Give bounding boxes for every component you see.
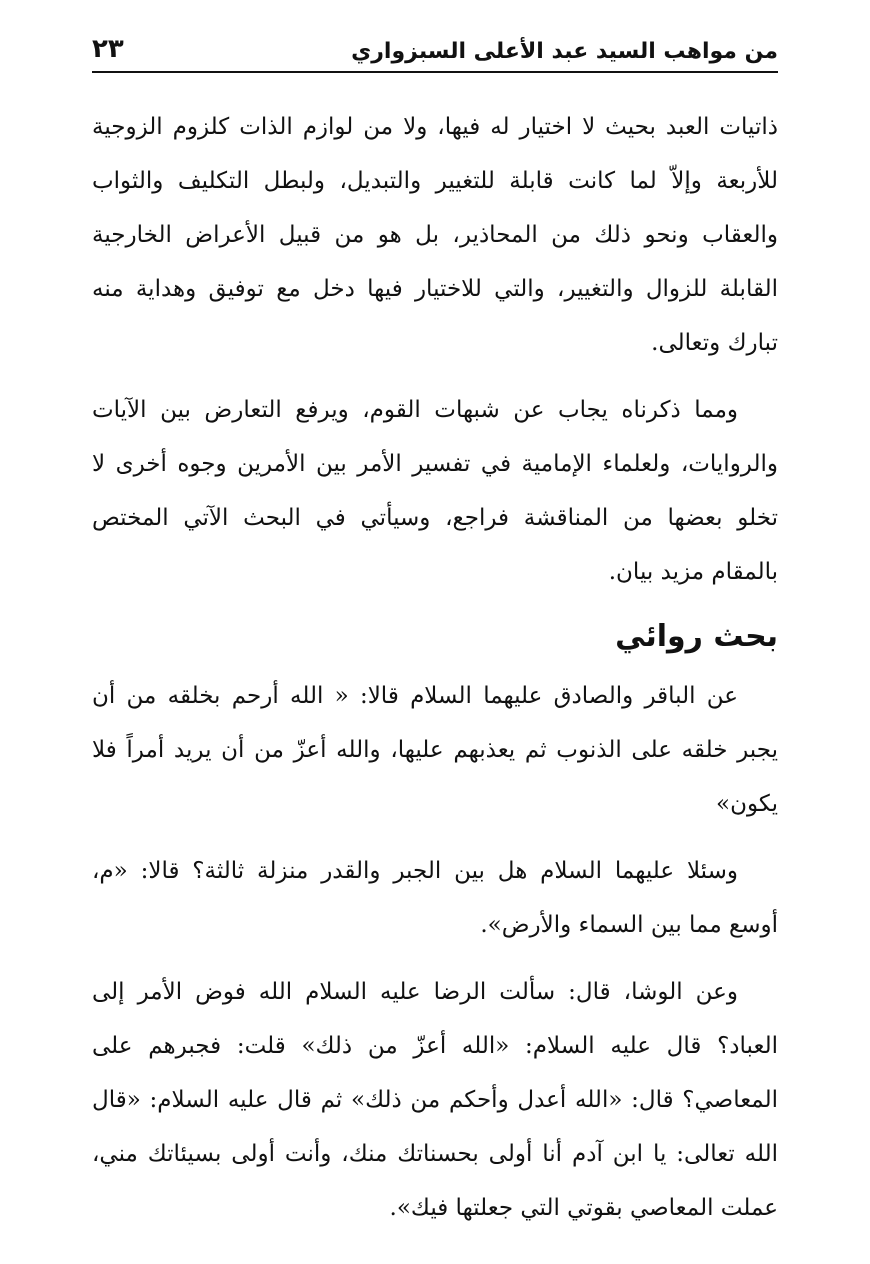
- header-rule: [92, 71, 778, 73]
- paragraph-3: عن الباقر والصادق عليهما السلام قالا: « الله أرحم بخلقه من أن يجبر خلقه على الذنوب ثم يعذبهم عليها، والله أعزّ من أن يريد أمراً فلا يكون»: [92, 683, 778, 817]
- paragraph-4: وسئلا عليهما السلام هل بين الجبر والقدر منزلة ثالثة؟ قالا: «م، أوسع مما بين السماء والأرض».: [92, 858, 778, 938]
- paragraph-1: ذاتيات العبد بحيث لا اختيار له فيها، ولا من لوازم الذات كلزوم الزوجية للأربعة وإلاّ لما كانت قابلة للتغيير والتبديل، ولبطل التكليف والثواب والعقاب ونحو ذلك من المحاذير، بل هو من قبيل الأعراض الخارجية القابلة للزوال والتغيير، والتي للاختيار فيها دخل مع توفيق وهداية منه تبارك وتعالى.: [92, 114, 778, 356]
- page-number: ٢٣: [92, 34, 124, 64]
- section-heading: بحث روائي: [615, 619, 778, 654]
- paragraph-5: وعن الوشا، قال: سألت الرضا عليه السلام الله فوض الأمر إلى العباد؟ قال عليه السلام: «الله أعزّ من ذلك» قلت: فجبرهم على المعاصي؟ قال: «الله أعدل وأحكم من ذلك» ثم قال عليه السلام: «قال الله تعالى: يا ابن آدم أنا أولى بحسناتك منك، وأنت أولى بسيئاتك مني، عملت المعاصي بقوتي التي جعلتها فيك».: [92, 979, 778, 1221]
- paragraph-2: ومما ذكرناه يجاب عن شبهات القوم، ويرفع التعارض بين الآيات والروايات، ولعلماء الإمامية في تفسير الأمر بين الأمرين وجوه أخرى لا تخلو بعضها من المناقشة فراجع، وسيأتي في البحث الآتي المختص بالمقام مزيد بيان.: [92, 397, 778, 585]
- page-header: [92, 26, 778, 70]
- page-body: [92, 100, 778, 1235]
- running-title: من مواهب السيد عبد الأعلى السبزواري: [351, 39, 778, 64]
